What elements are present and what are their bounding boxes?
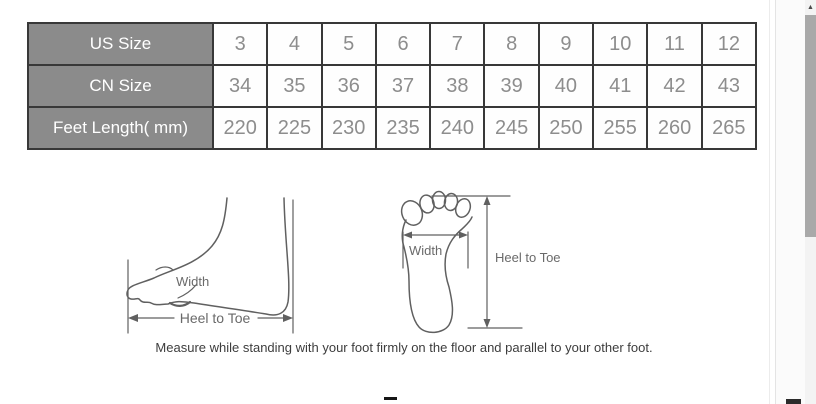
size-cell: 6	[376, 23, 430, 65]
row-header-feet-length: Feet Length( mm)	[28, 107, 213, 149]
size-cell: 240	[430, 107, 484, 149]
row-header-us-size: US Size	[28, 23, 213, 65]
side-heel-to-toe-label: Heel to Toe	[179, 310, 251, 326]
size-cell: 7	[430, 23, 484, 65]
size-cell: 255	[593, 107, 647, 149]
size-cell: 230	[322, 107, 376, 149]
footprint-heel-to-toe-label: Heel to Toe	[495, 250, 561, 265]
page-edge-divider	[775, 0, 776, 404]
side-width-label: Width	[176, 274, 210, 289]
size-cell: 40	[539, 65, 593, 107]
size-cell: 38	[430, 65, 484, 107]
table-row-us-size	[28, 23, 756, 65]
table-row-cn-size	[28, 65, 756, 107]
page-edge-divider	[769, 0, 770, 404]
size-cell: 37	[376, 65, 430, 107]
size-cell: 220	[213, 107, 267, 149]
footprint-drawing	[388, 184, 578, 336]
foot-side-view-figure	[112, 184, 307, 336]
size-cell: 8	[484, 23, 538, 65]
size-cell: 4	[267, 23, 321, 65]
size-cell: 43	[702, 65, 756, 107]
cropped-content-mark	[384, 397, 397, 400]
size-cell: 35	[267, 65, 321, 107]
size-cell: 9	[539, 23, 593, 65]
size-cell: 265	[702, 107, 756, 149]
table-row-feet-length	[28, 107, 756, 149]
size-cell: 11	[647, 23, 701, 65]
size-cell: 225	[267, 107, 321, 149]
size-cell: 36	[322, 65, 376, 107]
size-cell: 3	[213, 23, 267, 65]
cropped-content-mark	[786, 399, 801, 404]
size-cell: 41	[593, 65, 647, 107]
size-cell: 10	[593, 23, 647, 65]
scrollbar[interactable]	[805, 0, 816, 404]
footprint-width-label: Width	[409, 243, 443, 258]
size-cell: 42	[647, 65, 701, 107]
size-chart-table	[27, 22, 757, 150]
size-cell: 250	[539, 107, 593, 149]
page-edge-band	[776, 0, 805, 404]
size-cell: 235	[376, 107, 430, 149]
size-cell: 34	[213, 65, 267, 107]
row-header-cn-size: CN Size	[28, 65, 213, 107]
footprint-figure	[388, 184, 578, 336]
size-cell: 12	[702, 23, 756, 65]
size-cell: 5	[322, 23, 376, 65]
size-cell: 245	[484, 107, 538, 149]
measure-instruction: Measure while standing with your foot firmly on the floor and parallel to your other foot.	[155, 340, 653, 355]
scroll-up-button[interactable]	[805, 0, 816, 14]
foot-side-view-drawing	[112, 184, 307, 336]
scroll-up-icon: ▲	[807, 3, 814, 11]
size-cell: 260	[647, 107, 701, 149]
size-cell: 39	[484, 65, 538, 107]
scrollbar-thumb[interactable]	[805, 15, 816, 237]
